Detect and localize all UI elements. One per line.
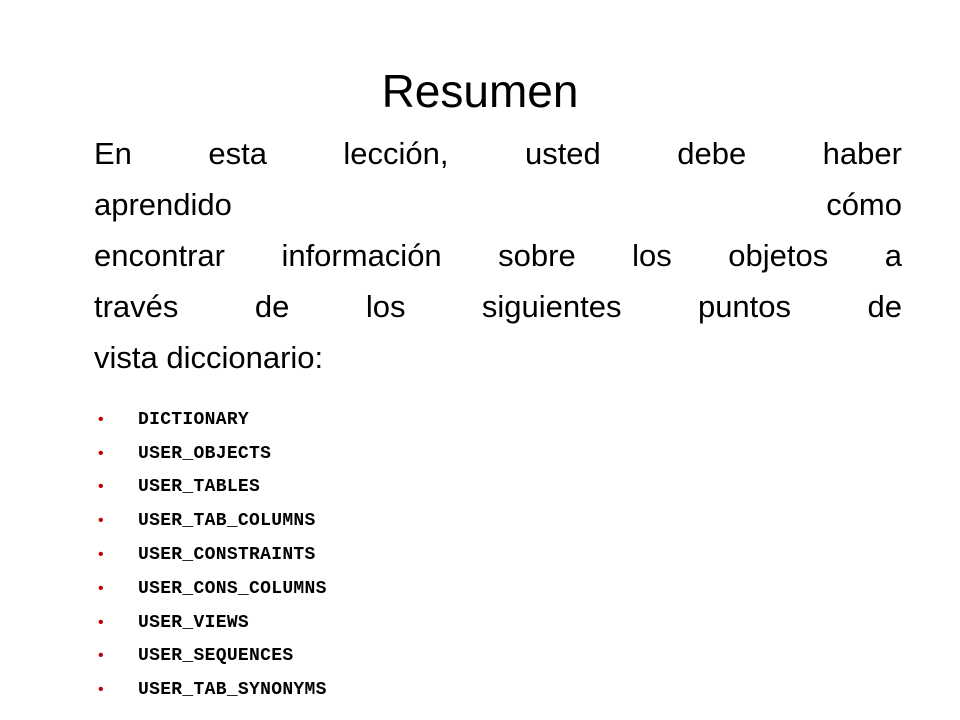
paragraph-line-2 (94, 179, 902, 230)
paragraph-word: los (365, 289, 406, 324)
view-list-item (98, 471, 327, 505)
view-name: USER_CONS_COLUMNS (138, 578, 327, 599)
paragraph-line-3 (94, 230, 902, 281)
bullet-icon: • (98, 512, 104, 530)
paragraph-word: aprendido (94, 187, 232, 222)
view-name: USER_TABLES (138, 477, 261, 498)
paragraph-line-5 (94, 332, 902, 383)
paragraph-word: través (94, 289, 179, 324)
view-name: USER_OBJECTS (138, 443, 272, 464)
paragraph-word: objetos (728, 238, 829, 273)
view-list-item (98, 673, 327, 707)
paragraph-word: usted (524, 136, 601, 171)
paragraph-word: cómo (826, 187, 902, 222)
bullet-icon: • (98, 681, 104, 699)
view-name: DICTIONARY (138, 409, 250, 430)
view-list-item (98, 606, 327, 640)
bullet-icon: • (98, 647, 104, 665)
bullet-icon: • (98, 444, 104, 462)
bullet-icon: • (98, 579, 104, 597)
dictionary-view-list (98, 403, 327, 707)
paragraph-word: sobre (498, 238, 576, 273)
view-list-item (98, 538, 327, 572)
paragraph-word: debe (677, 136, 747, 171)
view-list-item (98, 403, 327, 437)
view-name: USER_VIEWS (138, 612, 250, 633)
view-list-item (98, 504, 327, 538)
paragraph-word: En (94, 136, 132, 171)
view-name: USER_TAB_COLUMNS (138, 511, 316, 532)
paragraph-word: puntos (697, 289, 792, 324)
paragraph-word: vista diccionario: (94, 340, 324, 375)
paragraph-word: los (632, 238, 672, 273)
summary-paragraph (94, 128, 902, 383)
paragraph-word: de (867, 289, 902, 324)
bullet-icon: • (98, 410, 104, 428)
view-name: USER_SEQUENCES (138, 646, 294, 667)
paragraph-word: encontrar (94, 238, 225, 273)
bullet-icon: • (98, 546, 104, 564)
paragraph-word: información (281, 238, 442, 273)
view-name: USER_CONSTRAINTS (138, 545, 316, 566)
paragraph-word: haber (822, 136, 902, 171)
bullet-icon: • (98, 613, 104, 631)
paragraph-word: de (254, 289, 290, 324)
view-name: USER_TAB_SYNONYMS (138, 680, 327, 701)
bullet-icon: • (98, 478, 104, 496)
paragraph-word: a (884, 238, 902, 273)
view-list-item (98, 640, 327, 674)
paragraph-line-1 (94, 128, 902, 179)
paragraph-word: siguientes (481, 289, 622, 324)
view-list-item (98, 437, 327, 471)
paragraph-line-4 (94, 281, 902, 332)
paragraph-word: lección, (343, 136, 449, 171)
slide-title: Resumen (381, 65, 579, 117)
view-list-item (98, 572, 327, 606)
paragraph-word: esta (208, 136, 267, 171)
